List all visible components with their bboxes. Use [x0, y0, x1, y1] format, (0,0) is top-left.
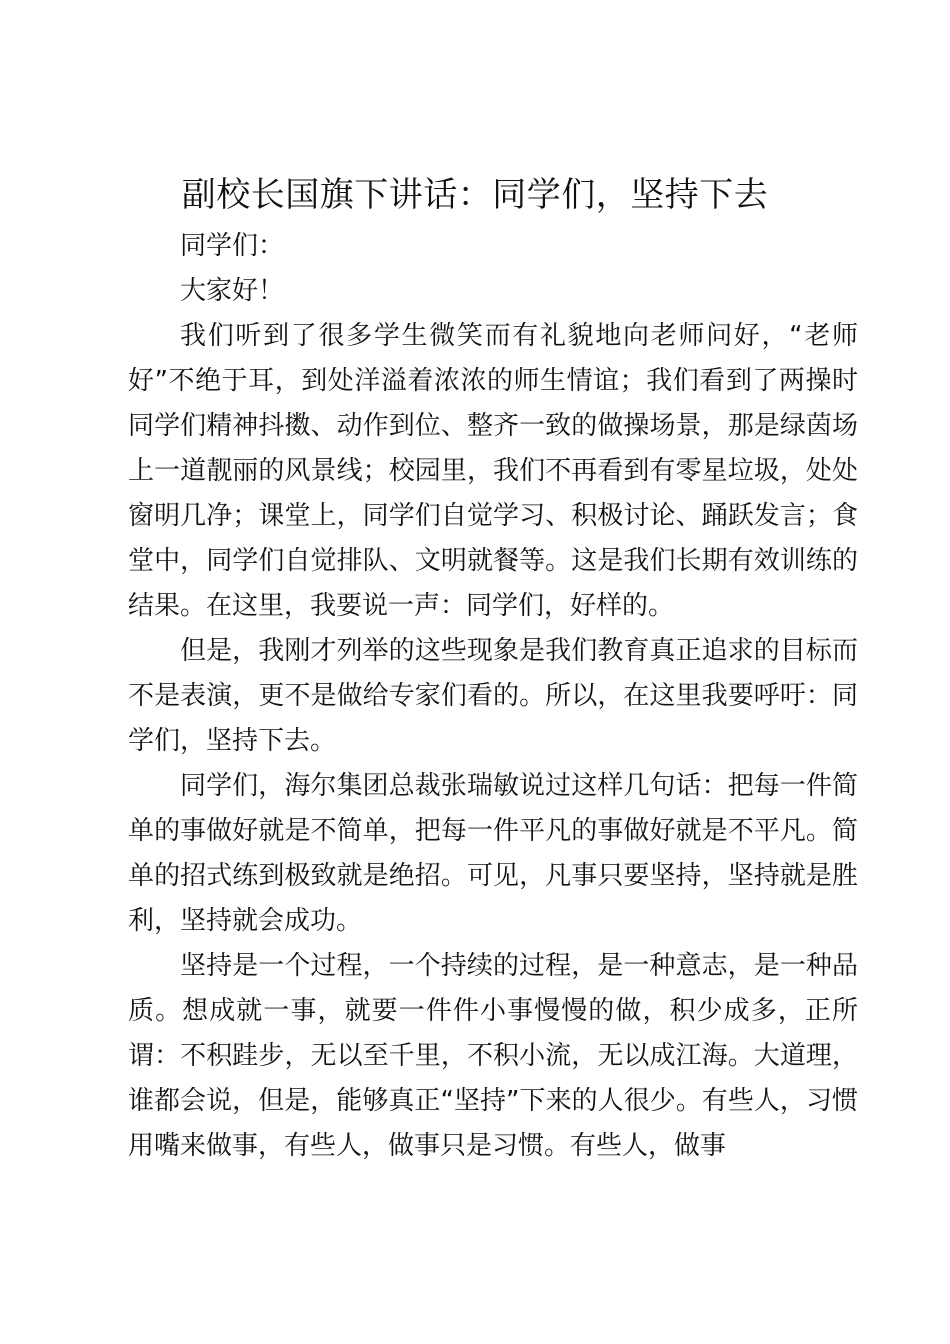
greeting: 大家好！ [180, 276, 285, 306]
document-title: 副校长国旗下讲话：同学们，坚持下去 [181, 175, 769, 215]
body-paragraph: 但是，我刚才列举的这些现象是我们教育真正追求的目标而不是表演，更不是做给专家们看的。所以，在这里我要呼吁：同学们，坚持下去。 [128, 636, 858, 756]
salutation: 同学们： [180, 231, 285, 261]
body-paragraph: 同学们，海尔集团总裁张瑞敏说过这样几句话：把每一件简单的事做好就是不简单，把每一件平凡的事做好就是不平凡。简单的招式练到极致就是绝招。可见，凡事只要坚持，坚持就是胜利，坚持就会成功。 [128, 771, 858, 936]
body-paragraph: 我们听到了很多学生微笑而有礼貌地向老师问好，“老师好”不绝于耳，到处洋溢着浓浓的师生情谊；我们看到了两操时同学们精神抖擞、动作到位、整齐一致的做操场景，那是绿茵场上一道靓丽的风景线；校园里，我们不再看到有零星垃圾，处处窗明几净；课堂上，同学们自觉学习、积极讨论、踊跃发言；食堂中，同学们自觉排队、文明就餐等。这是我们长期有效训练的结果。在这里，我要说一声：同学们，好样的。 [128, 321, 858, 621]
document-body [128, 224, 858, 1169]
body-paragraph: 坚持是一个过程，一个持续的过程，是一种意志，是一种品质。想成就一事，就要一件件小事慢慢的做，积少成多，正所谓：不积跬步，无以至千里，不积小流，无以成江海。大道理，谁都会说，但是，能够真正“坚持”下来的人很少。有些人，习惯用嘴来做事，有些人，做事只是习惯。有些人，做事 [128, 951, 858, 1161]
